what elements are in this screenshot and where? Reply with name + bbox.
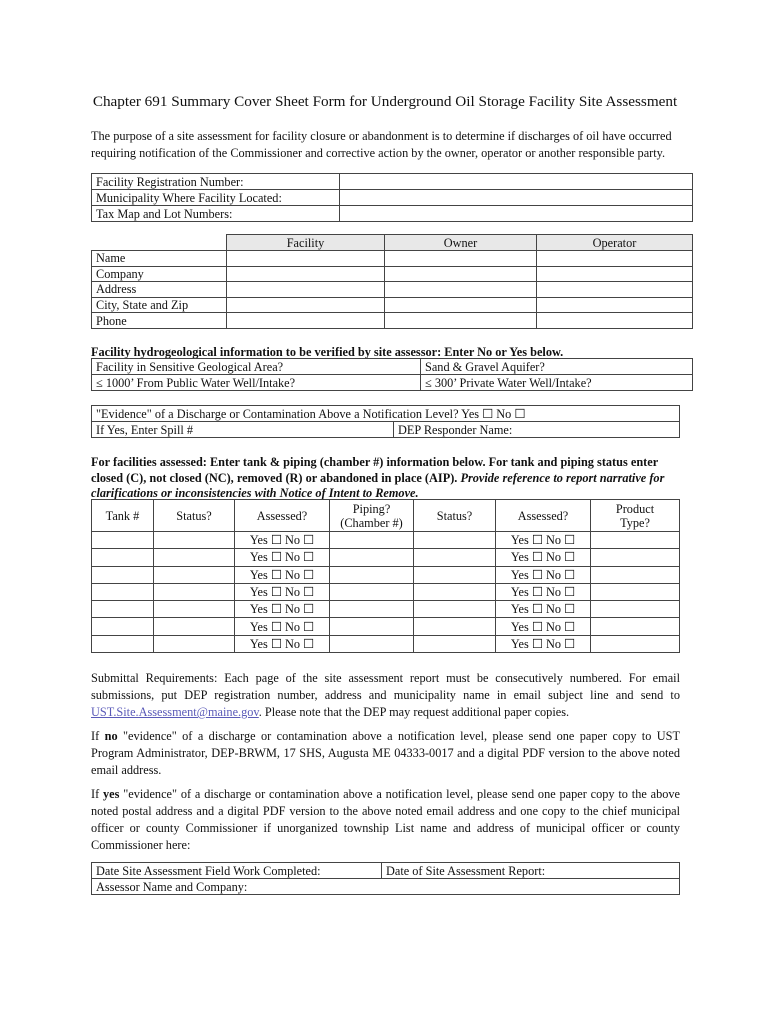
tank-number-cell[interactable] [92,532,154,549]
tank-assessed-cell[interactable]: Yes ☐ No ☐ [235,635,330,652]
piping-status-cell[interactable] [414,583,496,600]
piping-header-line1: Piping? [352,501,391,516]
operator-company-field[interactable] [537,266,693,282]
tax-map-field[interactable] [340,206,693,222]
tank-row [92,549,680,566]
report-date-field[interactable]: Date of Site Assessment Report: [382,863,680,879]
tank-number-cell[interactable] [92,566,154,583]
private-well-question[interactable]: ≤ 300’ Private Water Well/Intake? [421,375,693,391]
tank-status-cell[interactable] [154,566,235,583]
no-evidence-pre: If [91,729,105,743]
piping-status-cell[interactable] [414,635,496,652]
facility-city-field[interactable] [227,297,385,313]
submittal-email-link[interactable]: UST.Site.Assessment@maine.gov [91,705,259,719]
product-type-cell[interactable] [591,583,680,600]
page-title: Chapter 691 Summary Cover Sheet Form for Underground Oil Storage Facility Site Assessment [92,93,678,110]
piping-chamber-cell[interactable] [330,601,414,618]
tank-row [92,566,680,583]
piping-chamber-cell[interactable] [330,566,414,583]
tank-table [91,499,680,653]
product-header-line2: Type? [620,515,650,530]
tank-instructions-bold: For facilities assessed: Enter tank & piping (chamber #) information below. For tank and piping status enter closed (C), not closed (NC), removed (R) or abandoned in place (AIP). [91,455,658,485]
tank-row [92,601,680,618]
tank-status-cell[interactable] [154,635,235,652]
no-evidence-text: "evidence" of a discharge or contamination above a notification level, please send one paper copy to UST Program Administrator, DEP-BRWM, 17 SHS, Augusta ME 04333-0017 and a digital PDF version to the above noted email address. [91,729,681,777]
piping-assessed-cell[interactable]: Yes ☐ No ☐ [496,566,591,583]
no-evidence-bold: no [104,729,118,743]
piping-assessed-cell[interactable]: Yes ☐ No ☐ [496,583,591,600]
product-header-line1: Product [615,501,655,516]
tank-status-cell[interactable] [154,583,235,600]
tank-status-cell[interactable] [154,601,235,618]
piping-assessed-cell[interactable]: Yes ☐ No ☐ [496,532,591,549]
evidence-table [91,405,680,438]
owner-address-field[interactable] [385,282,537,298]
operator-phone-field[interactable] [537,313,693,329]
municipality-label: Municipality Where Facility Located: [92,190,340,206]
tank-assessed-cell[interactable]: Yes ☐ No ☐ [235,583,330,600]
tank-instructions [91,455,687,502]
operator-name-field[interactable] [537,251,693,267]
tank-status-cell[interactable] [154,549,235,566]
piping-status-cell[interactable] [414,601,496,618]
registration-label: Facility Registration Number: [92,174,340,190]
piping-chamber-cell[interactable] [330,549,414,566]
piping-chamber-cell[interactable] [330,635,414,652]
submittal-text-after: . Please note that the DEP may request additional paper copies. [258,705,570,719]
owner-name-field[interactable] [385,251,537,267]
row-city-label: City, State and Zip [92,297,227,313]
yes-evidence-pre: If [91,787,104,801]
product-type-cell[interactable] [591,566,680,583]
tank-assessed-cell[interactable]: Yes ☐ No ☐ [235,549,330,566]
field-work-date-field[interactable]: Date Site Assessment Field Work Completed: [92,863,382,879]
tank-status-cell[interactable] [154,532,235,549]
piping-assessed-cell[interactable]: Yes ☐ No ☐ [496,618,591,635]
tank-assessed-cell[interactable]: Yes ☐ No ☐ [235,532,330,549]
submittal-requirements [91,670,680,721]
piping-assessed-header: Assessed? [496,500,591,532]
operator-address-field[interactable] [537,282,693,298]
tank-assessed-cell[interactable]: Yes ☐ No ☐ [235,618,330,635]
piping-status-header: Status? [414,500,496,532]
parties-table [91,234,693,329]
product-type-cell[interactable] [591,635,680,652]
piping-assessed-cell[interactable]: Yes ☐ No ☐ [496,549,591,566]
owner-city-field[interactable] [385,297,537,313]
tank-number-cell[interactable] [92,601,154,618]
submittal-text-before: Submittal Requirements: Each page of the site assessment report must be consecutively numbered. For email submissions, put DEP registration number, address and municipality name in email subject line and send to [91,671,680,702]
tank-instructions-italic: Provide reference to report narrative for clarifications or inconsistencies with Notice of Intent to Remove. [91,470,665,501]
product-type-cell[interactable] [591,601,680,618]
yes-evidence-bold: yes [103,787,120,801]
public-well-question[interactable]: ≤ 1000’ From Public Water Well/Intake? [92,375,421,391]
piping-header [330,500,414,532]
no-evidence-paragraph [91,728,680,779]
tank-row [92,635,680,652]
product-type-cell[interactable] [591,618,680,635]
piping-status-cell[interactable] [414,549,496,566]
tank-assessed-header: Assessed? [235,500,330,532]
spill-number-field[interactable]: If Yes, Enter Spill # [92,422,394,438]
piping-status-cell[interactable] [414,566,496,583]
assessment-dates-table [91,862,680,895]
facility-phone-field[interactable] [227,313,385,329]
row-company-label: Company [92,266,227,282]
tank-assessed-cell[interactable]: Yes ☐ No ☐ [235,601,330,618]
row-address-label: Address [92,282,227,298]
tank-number-cell[interactable] [92,583,154,600]
responder-name-field[interactable]: DEP Responder Name: [394,422,680,438]
tank-row [92,583,680,600]
product-type-cell[interactable] [591,549,680,566]
facility-info-table [91,173,693,222]
tank-status-header: Status? [154,500,235,532]
tank-assessed-cell[interactable]: Yes ☐ No ☐ [235,566,330,583]
registration-field[interactable] [340,174,693,190]
parties-corner [92,235,227,251]
piping-chamber-cell[interactable] [330,532,414,549]
hydro-table [91,358,693,391]
yes-evidence-text: "evidence" of a discharge or contamination above a notification level, please send one paper copy to the above noted postal address and a digital PDF version to the above noted email address and one copy to the chief municipal officer or county Commissioner if unorganized township List name and address of municipal officer or county Commissioner here: [91,787,680,852]
row-phone-label: Phone [92,313,227,329]
owner-phone-field[interactable] [385,313,537,329]
hydro-heading: Facility hydrogeological information to be verified by site assessor: Enter No or Yes below. [91,345,564,359]
yes-evidence-paragraph [91,786,680,854]
piping-assessed-cell[interactable]: Yes ☐ No ☐ [496,635,591,652]
row-name-label: Name [92,251,227,267]
intro-paragraph: The purpose of a site assessment for facility closure or abandonment is to determine if discharges of oil have occurred requiring notification of the Commissioner and corrective action by the owner, operator or another responsible party. [91,129,672,160]
piping-status-cell[interactable] [414,618,496,635]
piping-status-cell[interactable] [414,532,496,549]
piping-chamber-cell[interactable] [330,583,414,600]
piping-assessed-cell[interactable]: Yes ☐ No ☐ [496,601,591,618]
facility-name-field[interactable] [227,251,385,267]
product-type-header [591,500,680,532]
assessor-name-field[interactable]: Assessor Name and Company: [92,879,680,895]
tank-row [92,618,680,635]
col-operator: Operator [537,235,693,251]
piping-header-line2: (Chamber #) [340,515,403,530]
facility-company-field[interactable] [227,266,385,282]
tank-number-header: Tank # [92,500,154,532]
facility-address-field[interactable] [227,282,385,298]
tank-number-cell[interactable] [92,618,154,635]
sensitive-area-question[interactable]: Facility in Sensitive Geological Area? [92,359,421,375]
evidence-question[interactable]: "Evidence" of a Discharge or Contamination Above a Notification Level? Yes ☐ No ☐ [92,406,680,422]
owner-company-field[interactable] [385,266,537,282]
sand-gravel-question[interactable]: Sand & Gravel Aquifer? [421,359,693,375]
product-type-cell[interactable] [591,532,680,549]
operator-city-field[interactable] [537,297,693,313]
tax-map-label: Tax Map and Lot Numbers: [92,206,340,222]
tank-number-cell[interactable] [92,635,154,652]
municipality-field[interactable] [340,190,693,206]
piping-chamber-cell[interactable] [330,618,414,635]
tank-row [92,532,680,549]
col-owner: Owner [385,235,537,251]
tank-number-cell[interactable] [92,549,154,566]
col-facility: Facility [227,235,385,251]
tank-status-cell[interactable] [154,618,235,635]
